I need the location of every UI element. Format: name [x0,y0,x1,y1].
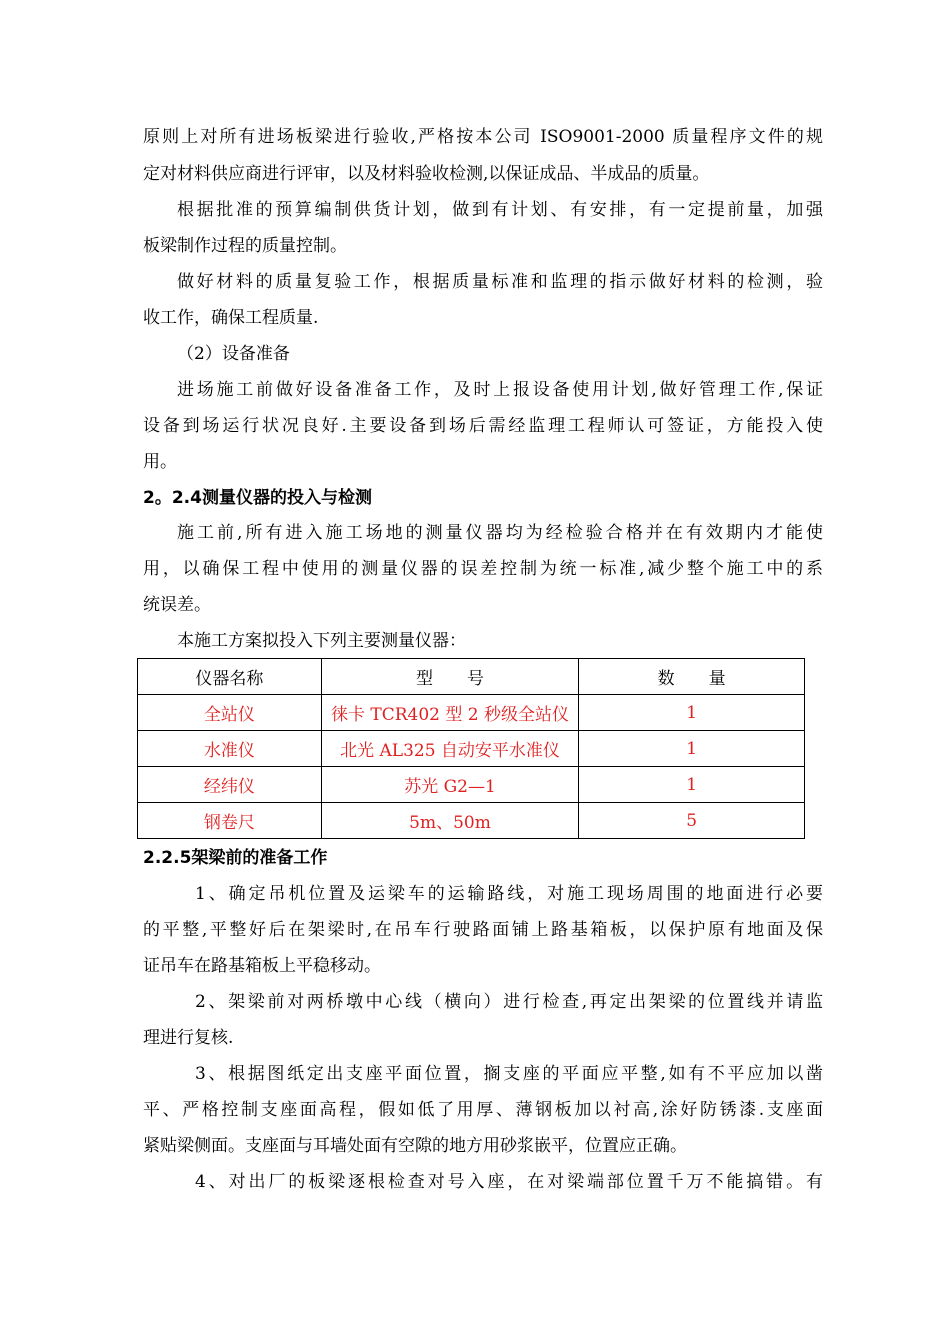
section-heading: 2。2.4测量仪器的投入与检测 [143,488,372,508]
paragraph-line: 平、严格控制支座面高程，假如低了用厚、薄钢板加以衬高,涂好防锈漆.支座面 [143,1100,823,1120]
table-row [138,695,805,731]
paragraph-line: 做好材料的质量复验工作，根据质量标准和监理的指示做好材料的检测，验 [177,272,823,292]
table-cell: 徕卡 TCR402 型 2 秒级全站仪 [321,695,579,731]
table-cell: 全站仪 [138,695,322,731]
table-header-row [138,659,805,695]
paragraph-line: 进场施工前做好设备准备工作，及时上报设备使用计划,做好管理工作,保证 [177,380,823,400]
paragraph-line: 施工前,所有进入施工场地的测量仪器均为经检验合格并在有效期内才能使 [177,523,823,543]
table-cell: 苏光 G2—1 [321,767,579,803]
paragraph-line: 定对材料供应商进行评审，以及材料验收检测,以保证成品、半成品的质量。 [143,164,710,184]
paragraph-line: 理进行复核. [143,1028,234,1048]
table-cell: 水准仪 [138,731,322,767]
table-cell: 5 [579,803,805,839]
paragraph-line: 1、确定吊机位置及运梁车的运输路线，对施工现场周围的地面进行必要 [195,884,823,904]
table-row [138,767,805,803]
paragraph-line: 4、对出厂的板梁逐根检查对号入座，在对梁端部位置千万不能搞错。有 [195,1172,823,1192]
column-header: 数 量 [579,659,805,695]
paragraph-line: 统误差。 [143,595,211,615]
table-cell: 钢卷尺 [138,803,322,839]
paragraph-line: 本施工方案拟投入下列主要测量仪器： [177,631,466,651]
table-cell: 1 [579,731,805,767]
instrument-table [137,658,805,839]
paragraph-line: 板梁制作过程的质量控制。 [143,236,347,256]
table-cell: 经纬仪 [138,767,322,803]
paragraph-line: 紧贴梁侧面。支座面与耳墙处面有空隙的地方用砂浆嵌平，位置应正确。 [143,1136,687,1156]
paragraph-line: 用，以确保工程中使用的测量仪器的误差控制为统一标准,减少整个施工中的系 [143,559,823,579]
paragraph-line: 收工作，确保工程质量. [143,308,319,328]
paragraph-line: 原则上对所有进场板梁进行验收,严格按本公司 ISO9001-2000 质量程序文件的规 [143,127,823,147]
table-row [138,803,805,839]
section-heading: 2.2.5架梁前的准备工作 [143,848,328,868]
table-cell: 1 [579,767,805,803]
table-cell: 北光 AL325 自动安平水准仪 [321,731,579,767]
paragraph-line: 3、根据图纸定出支座平面位置，搁支座的平面应平整,如有不平应加以凿 [195,1064,823,1084]
paragraph-line: 用。 [143,452,177,472]
paragraph-line: 根据批准的预算编制供货计划，做到有计划、有安排，有一定提前量，加强 [177,200,823,220]
subsection-title: （2）设备准备 [177,344,290,364]
paragraph-line: 2、架梁前对两桥墩中心线（横向）进行检查,再定出架梁的位置线并请监 [195,992,823,1012]
paragraph-line: 设备到场运行状况良好.主要设备到场后需经监理工程师认可签证，方能投入使 [143,416,823,436]
paragraph-line: 证吊车在路基箱板上平稳移动。 [143,956,381,976]
table-row [138,731,805,767]
table-cell: 1 [579,695,805,731]
paragraph-line: 的平整,平整好后在架梁时,在吊车行驶路面铺上路基箱板，以保护原有地面及保 [143,920,823,940]
table-cell: 5m、50m [321,803,579,839]
column-header: 仪器名称 [138,659,322,695]
column-header: 型 号 [321,659,579,695]
